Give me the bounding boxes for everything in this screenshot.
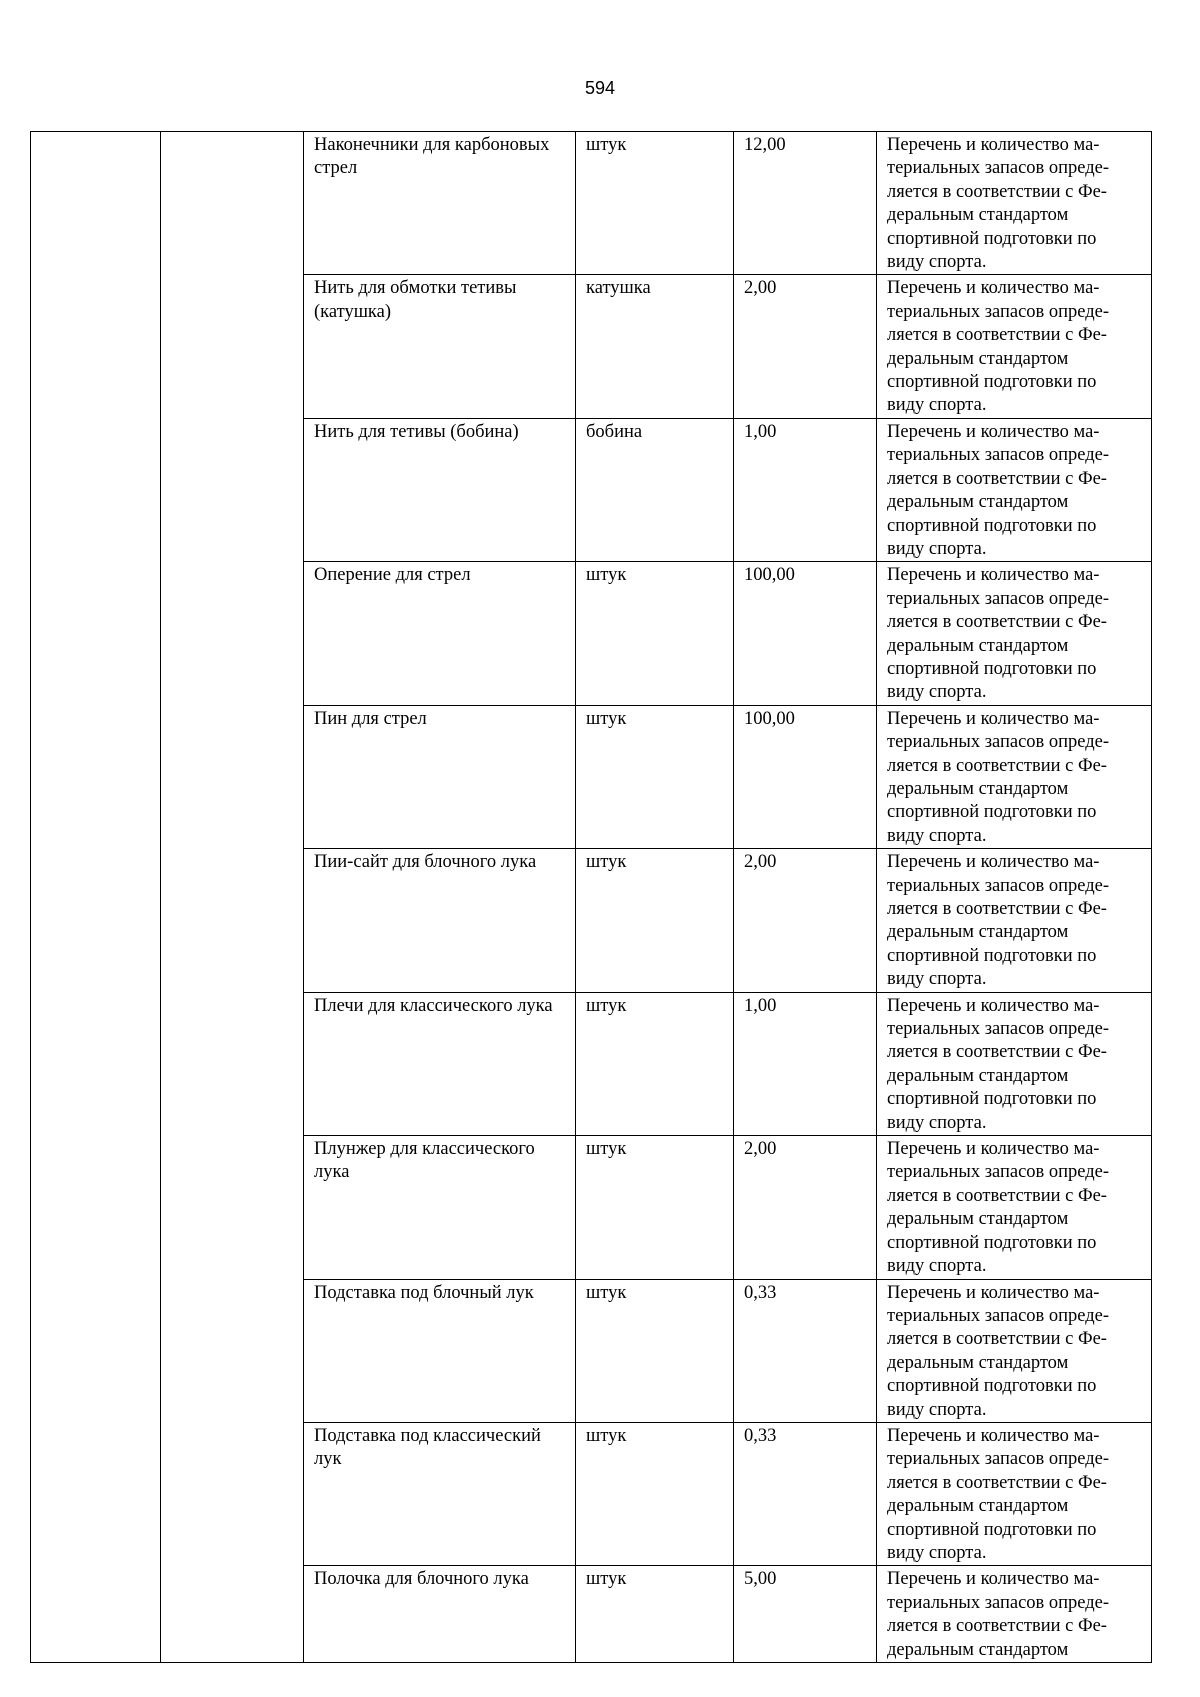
- page-number: 594: [584, 78, 616, 98]
- item-unit: штук: [576, 1566, 734, 1663]
- item-name: Нить для тетивы (бобина): [304, 418, 576, 561]
- item-quantity: 0,33: [734, 1279, 877, 1422]
- item-quantity: 100,00: [734, 705, 877, 848]
- item-note: Перечень и количество ма- териальных запасов опреде- ляется в соответствии с Фе- деральным стандартом: [877, 1566, 1152, 1663]
- item-note: Перечень и количество ма- териальных запасов опреде- ляется в соответствии с Фе- деральным стандартом спортивной подготовки по виду спорта.: [877, 132, 1152, 275]
- item-note: Перечень и количество ма- териальных запасов опреде- ляется в соответствии с Фе- деральным стандартом спортивной подготовки по виду спорта.: [877, 1136, 1152, 1279]
- blank-cell-col2: [161, 132, 304, 1663]
- item-name: Пин для стрел: [304, 705, 576, 848]
- item-note: Перечень и количество ма- териальных запасов опреде- ляется в соответствии с Фе- деральным стандартом спортивной подготовки по виду спорта.: [877, 1422, 1152, 1565]
- item-unit: штук: [576, 705, 734, 848]
- item-note: Перечень и количество ма- териальных запасов опреде- ляется в соответствии с Фе- деральным стандартом спортивной подготовки по виду спорта.: [877, 1279, 1152, 1422]
- item-unit: штук: [576, 1136, 734, 1279]
- item-name: Подставка под блочный лук: [304, 1279, 576, 1422]
- item-note: Перечень и количество ма- териальных запасов опреде- ляется в соответствии с Фе- деральным стандартом спортивной подготовки по виду спорта.: [877, 992, 1152, 1135]
- item-quantity: 5,00: [734, 1566, 877, 1663]
- item-unit: катушка: [576, 275, 734, 418]
- item-quantity: 2,00: [734, 1136, 877, 1279]
- item-unit: штук: [576, 132, 734, 275]
- materials-table: [30, 131, 1152, 1663]
- item-name: Пии-сайт для блочного лука: [304, 849, 576, 992]
- item-name: Нить для обмотки тетивы (катушка): [304, 275, 576, 418]
- item-name: Полочка для блочного лука: [304, 1566, 576, 1663]
- item-quantity: 12,00: [734, 132, 877, 275]
- item-note: Перечень и количество ма- териальных запасов опреде- ляется в соответствии с Фе- деральным стандартом спортивной подготовки по виду спорта.: [877, 418, 1152, 561]
- item-note: Перечень и количество ма- териальных запасов опреде- ляется в соответствии с Фе- деральным стандартом спортивной подготовки по виду спорта.: [877, 562, 1152, 705]
- item-unit: бобина: [576, 418, 734, 561]
- item-quantity: 100,00: [734, 562, 877, 705]
- item-name: Подставка под классический лук: [304, 1422, 576, 1565]
- item-quantity: 1,00: [734, 418, 877, 561]
- blank-cell-col1: [31, 132, 161, 1663]
- item-unit: штук: [576, 1279, 734, 1422]
- item-unit: штук: [576, 992, 734, 1135]
- item-note: Перечень и количество ма- териальных запасов опреде- ляется в соответствии с Фе- деральным стандартом спортивной подготовки по виду спорта.: [877, 849, 1152, 992]
- item-unit: штук: [576, 1422, 734, 1565]
- item-name: Плечи для классического лука: [304, 992, 576, 1135]
- item-unit: штук: [576, 562, 734, 705]
- item-name: Плунжер для классического лука: [304, 1136, 576, 1279]
- item-name: Оперение для стрел: [304, 562, 576, 705]
- item-unit: штук: [576, 849, 734, 992]
- item-quantity: 1,00: [734, 992, 877, 1135]
- item-quantity: 2,00: [734, 275, 877, 418]
- item-note: Перечень и количество ма- териальных запасов опреде- ляется в соответствии с Фе- деральным стандартом спортивной подготовки по виду спорта.: [877, 705, 1152, 848]
- item-quantity: 0,33: [734, 1422, 877, 1565]
- table-row: [31, 132, 1152, 275]
- item-name: Наконечники для карбоновых стрел: [304, 132, 576, 275]
- item-note: Перечень и количество ма- териальных запасов опреде- ляется в соответствии с Фе- деральным стандартом спортивной подготовки по виду спорта.: [877, 275, 1152, 418]
- item-quantity: 2,00: [734, 849, 877, 992]
